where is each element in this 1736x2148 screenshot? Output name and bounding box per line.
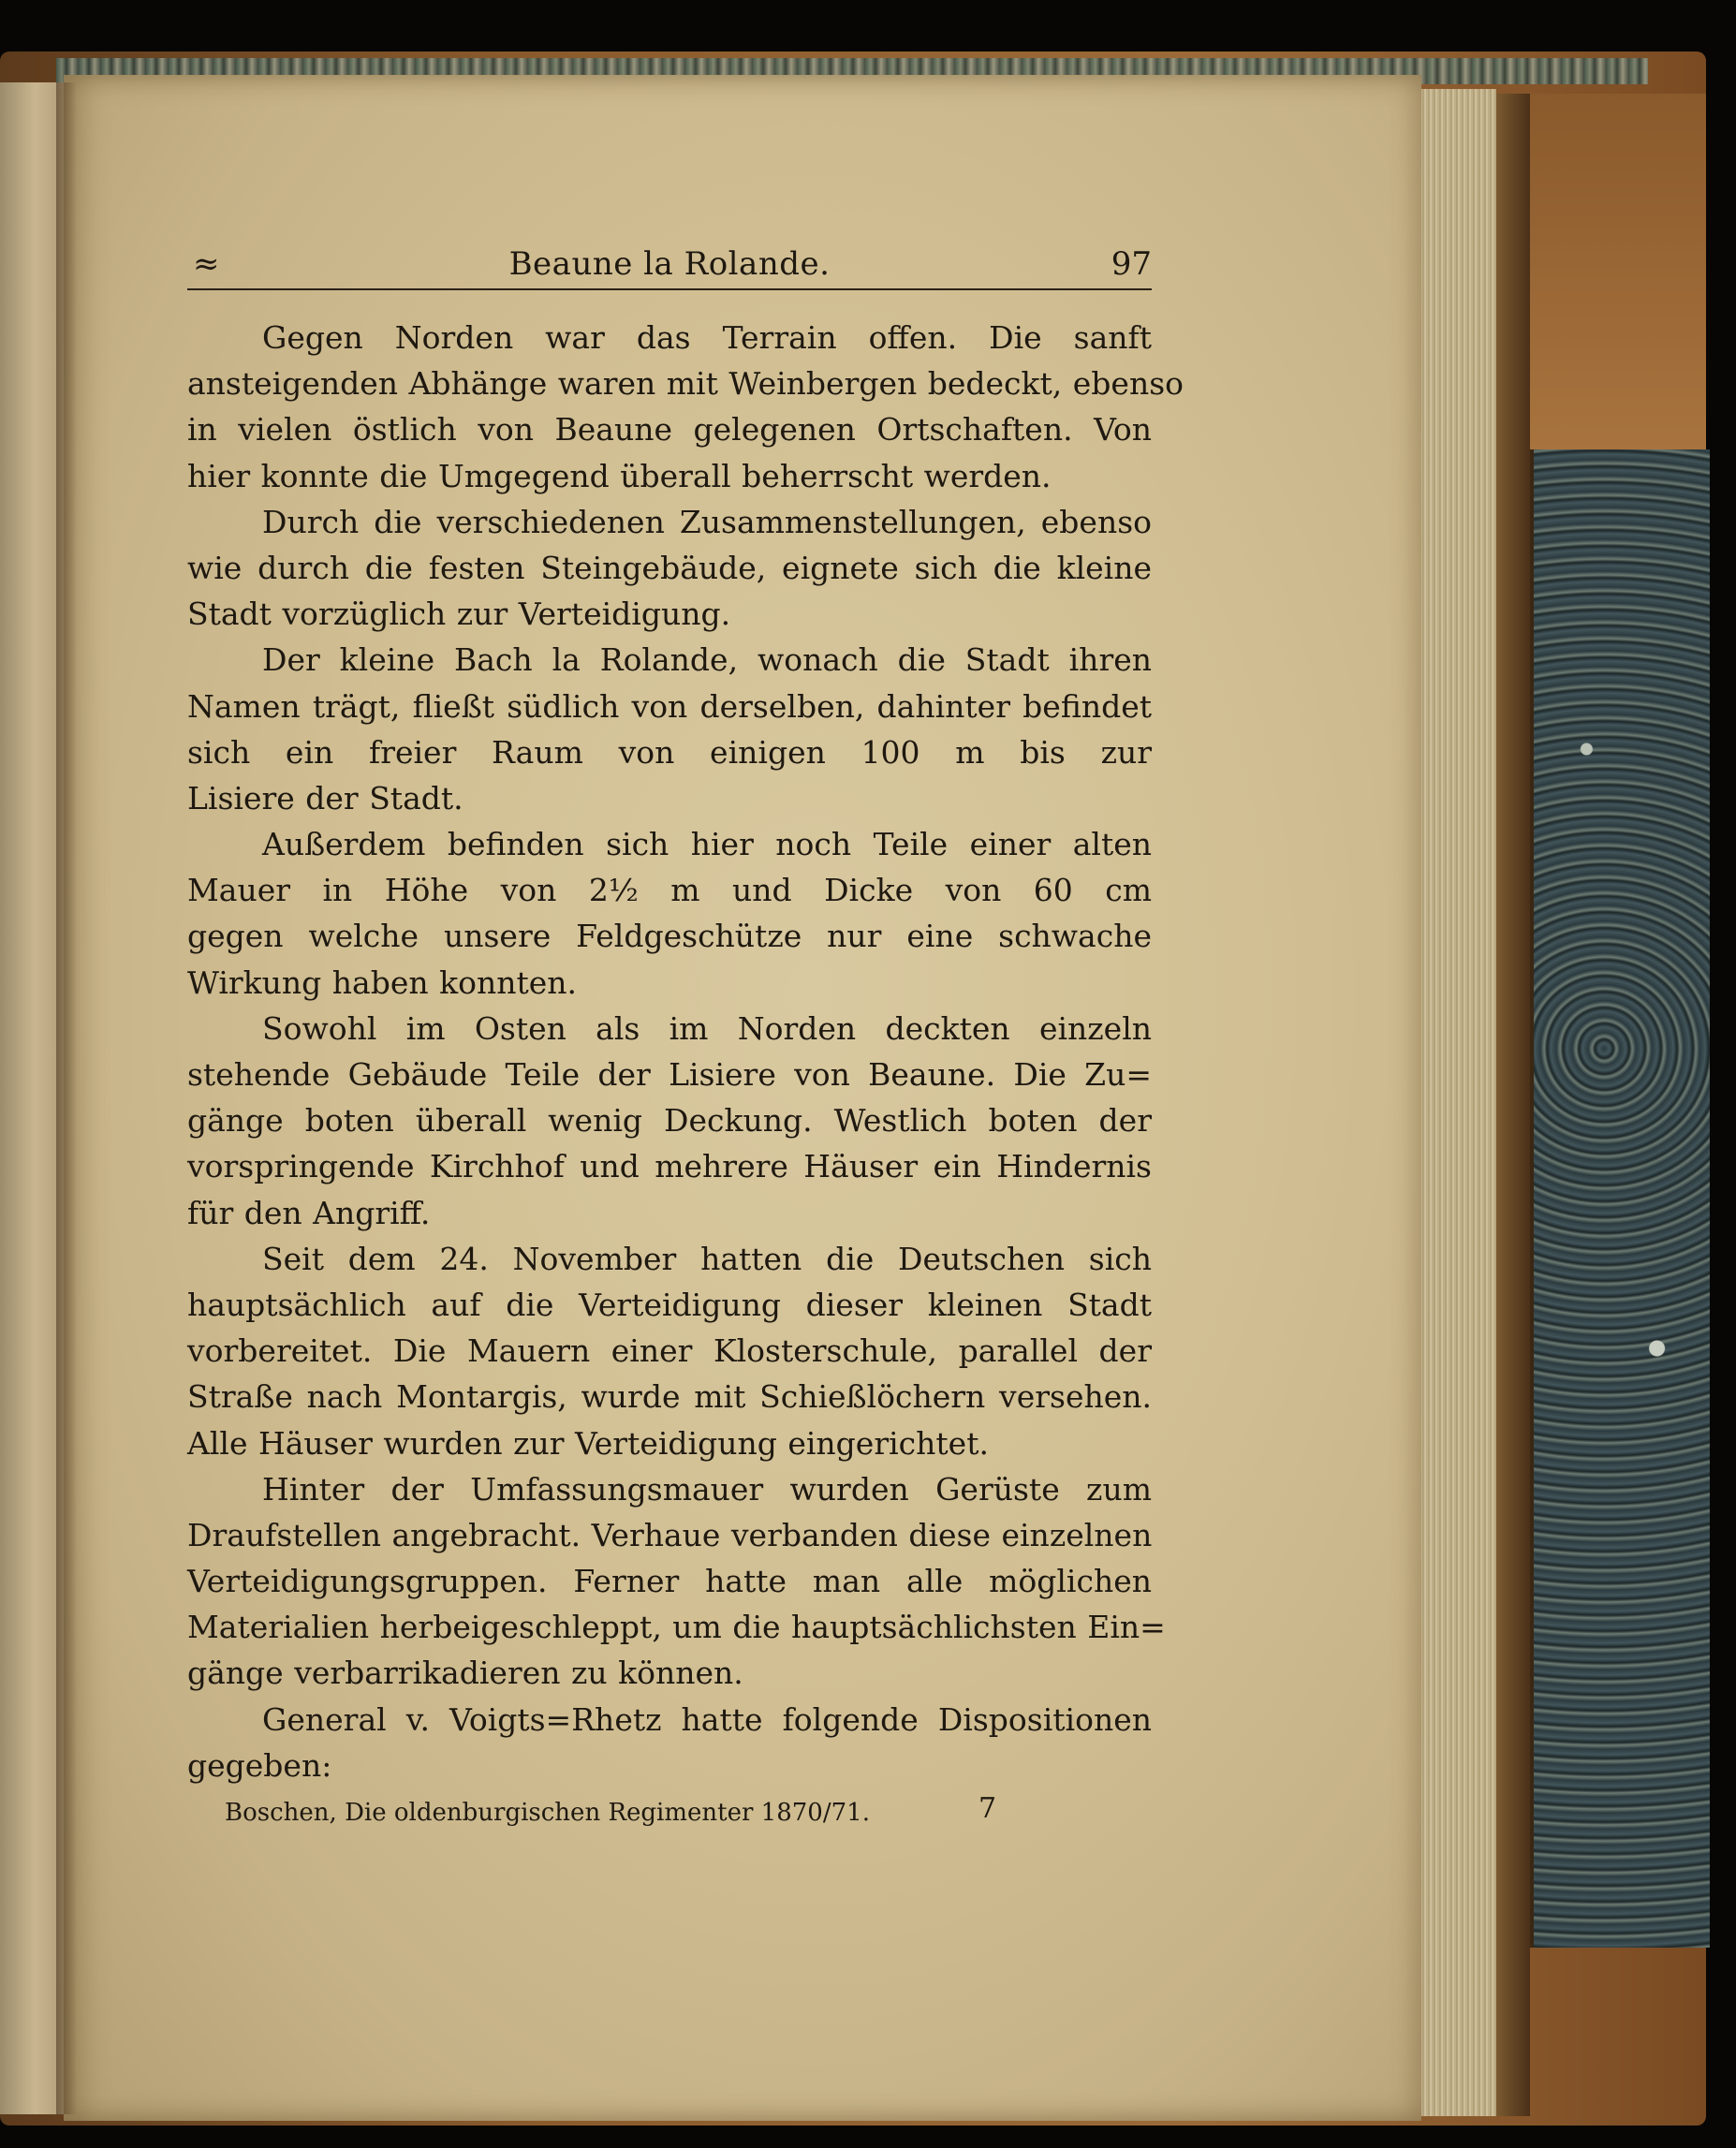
page-stack-shadow xyxy=(1496,94,1530,2116)
page-footer xyxy=(187,1792,1152,1833)
text-line: sich ein freier Raum von einigen 100 m bis zur xyxy=(187,733,1152,771)
text-line: Lisiere der Stadt. xyxy=(187,779,463,817)
text-line: in vielen östlich von Beaune gelegenen Ortschaften. Von xyxy=(187,411,1152,449)
footer-reference: Boschen, Die oldenburgischen Regimenter 1870/71. xyxy=(225,1799,870,1827)
text-line: Wirkung haben konnten. xyxy=(187,964,578,1001)
paragraph xyxy=(187,1006,1152,1236)
text-line: gegen welche unsere Feldgeschütze nur eine schwache xyxy=(187,918,1152,955)
text-line: Seit dem 24. November hatten die Deutschen sich xyxy=(262,1240,1152,1277)
cover-leather-corner xyxy=(1530,94,1706,449)
running-head-title: Beaune la Rolande. xyxy=(508,245,831,283)
text-line: vorspringende Kirchhof und mehrere Häuser ein Hindernis xyxy=(187,1148,1152,1185)
text-line: gänge boten überall wenig Deckung. Westlich boten der xyxy=(187,1102,1152,1140)
text-line: Hinter der Umfassungsmauer wurden Gerüste zum xyxy=(262,1470,1152,1508)
paragraph xyxy=(187,821,1152,1006)
text-line: ansteigenden Abhänge waren mit Weinbergen bedeckt, ebenso xyxy=(187,365,1184,403)
body-text xyxy=(187,315,1184,1788)
text-line: Namen trägt, fließt südlich von derselben, dahinter befindet xyxy=(187,687,1152,725)
text-line: vorbereitet. Die Mauern einer Klosterschule, parallel der xyxy=(187,1332,1152,1370)
text-line: Draufstellen angebracht. Verhaue verbanden diese einzelnen xyxy=(187,1516,1153,1553)
signature-mark: 7 xyxy=(978,1792,997,1825)
paragraph xyxy=(187,637,1152,821)
text-line: Gegen Norden war das Terrain offen. Die sanft xyxy=(262,319,1152,356)
text-line: Sowohl im Osten als im Norden deckten einzeln xyxy=(262,1009,1152,1047)
paragraph xyxy=(187,499,1152,638)
left-page-edge xyxy=(0,82,64,2114)
text-line: Straße nach Montargis, wurde mit Schießlöchern versehen. xyxy=(187,1378,1152,1416)
text-line: für den Angriff. xyxy=(187,1194,431,1231)
text-line: Alle Häuser wurden zur Verteidigung eingerichtet. xyxy=(187,1424,989,1462)
page-text xyxy=(187,242,1184,1833)
text-line: Materialien herbeigeschleppt, um die hauptsächlichsten Ein= xyxy=(187,1609,1166,1646)
paragraph xyxy=(187,1697,1152,1788)
text-line: Der kleine Bach la Rolande, wonach die Stadt ihren xyxy=(262,641,1152,679)
text-line: wie durch die festen Steingebäude, eignete sich die kleine xyxy=(187,549,1152,586)
page-gutter xyxy=(56,82,77,2114)
paragraph xyxy=(187,1466,1166,1697)
text-line: gänge verbarrikadieren zu können. xyxy=(187,1655,743,1692)
running-head-mark: ≈ xyxy=(193,245,220,283)
text-line: Stadt vorzüglich zur Verteidigung. xyxy=(187,596,731,633)
text-line: gegeben: xyxy=(187,1746,332,1784)
text-line: hier konnte die Umgegend überall beherrscht werden. xyxy=(187,457,1052,494)
text-line: stehende Gebäude Teile der Lisiere von Beaune. Die Zu= xyxy=(187,1056,1152,1093)
running-head xyxy=(187,242,1152,290)
text-line: Verteidigungsgruppen. Ferner hatte man alle möglichen xyxy=(187,1563,1152,1600)
text-line: hauptsächlich auf die Verteidigung dieser kleinen Stadt xyxy=(187,1286,1152,1323)
marbled-endpaper xyxy=(1530,449,1710,1948)
text-line: Mauer in Höhe von 2½ m und Dicke von 60 cm xyxy=(187,872,1152,909)
page-stack-edges xyxy=(1421,89,1496,2116)
text-line: Durch die verschiedenen Zusammenstellungen, ebenso xyxy=(262,503,1152,540)
page-number: 97 xyxy=(1111,245,1152,283)
text-line: General v. Voigts=Rhetz hatte folgende Dispositionen xyxy=(262,1700,1152,1738)
paragraph xyxy=(187,1236,1152,1466)
text-line: Außerdem befinden sich hier noch Teile einer alten xyxy=(262,826,1152,863)
paragraph xyxy=(187,315,1184,499)
